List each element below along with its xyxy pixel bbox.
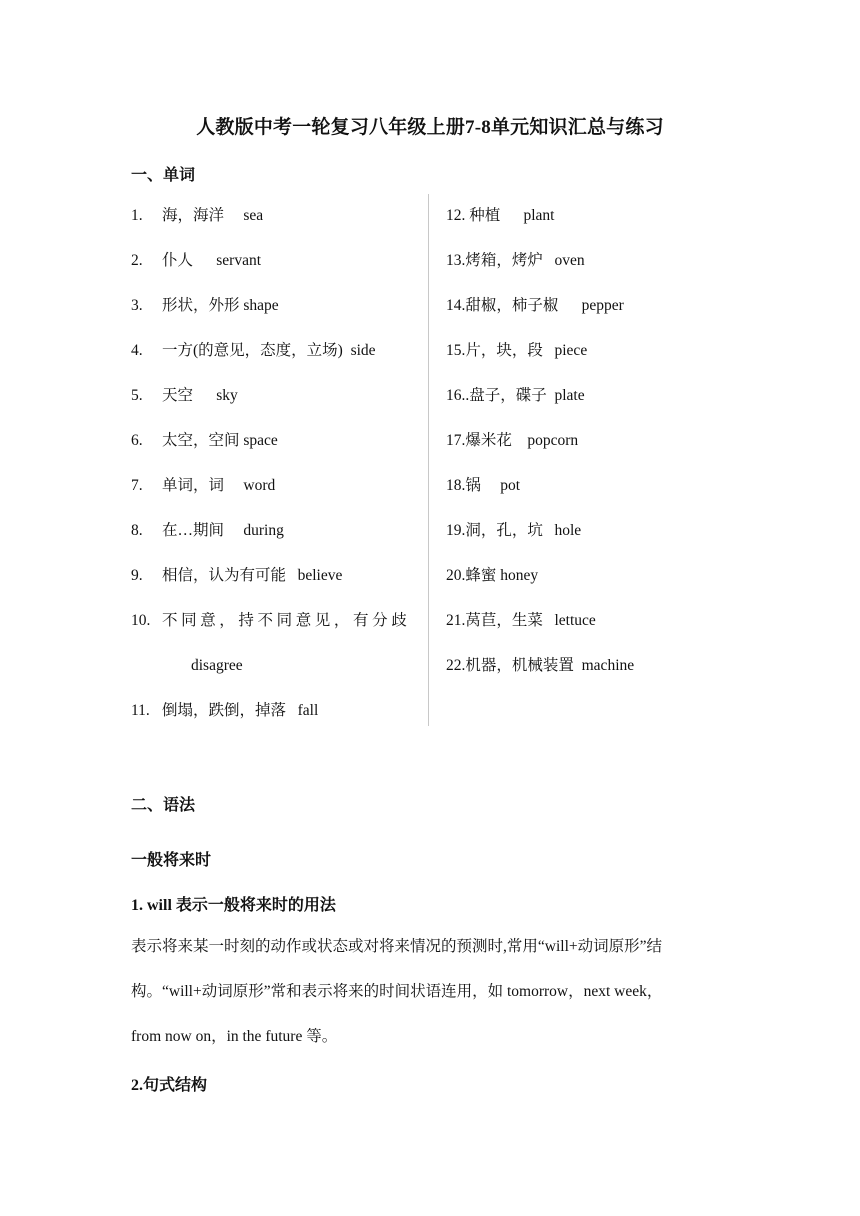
vocab-item [131,476,275,496]
vocab-item: 12. 种植 plant [446,207,555,224]
vocab-item [131,296,279,316]
vocab-item [131,386,238,406]
paragraph-line: 表示将来某一时刻的动作或状态或对将来情况的预测时,常用“will+动词原形”结 [131,938,662,955]
vocab-number: 2. [131,252,143,269]
vocab-item: 13.烤箱，烤炉 oven [446,252,585,269]
vocab-text: 海，海洋 sea [162,207,264,224]
vocab-item [131,566,342,586]
section-heading-vocabulary: 一、单词 [131,167,196,184]
vocab-text: 形状，外形 shape [162,297,279,314]
paragraph-line: 构。“will+动词原形”常和表示将来的时间状语连用，如 tomorrow，next week， [131,983,663,1000]
vocab-text: 单词，词 word [162,477,276,494]
paragraph-line: from now on，in the future 等。 [131,1028,338,1045]
vocab-text: 仆人 servant [162,252,262,269]
vocab-item [131,251,261,271]
vocab-item: 16..盘子，碟子 plate [446,387,585,404]
vocab-text: 不同意，持不同意见，有分歧 [162,612,411,629]
vocab-number: 3. [131,297,143,314]
vocab-item: 19.洞，孔，坑 hole [446,522,582,539]
vocab-item: 21.莴苣，生菜 lettuce [446,612,596,629]
document-title: 人教版中考一轮复习八年级上册7-8单元知识汇总与练习 [196,117,664,138]
vocab-number: 1. [131,207,143,224]
vocab-text: 太空，空间 space [162,432,278,449]
subheading-simple-future: 一般将来时 [131,852,212,869]
vocab-text: 相信，认为有可能 believe [162,567,343,584]
vocab-number: 4. [131,342,143,359]
vocab-number: 10. [131,612,151,629]
vocab-item: 14.甜椒，柿子椒 pepper [446,297,624,314]
vocab-item: 20.蜂蜜 honey [446,567,539,584]
vocab-text: 天空 sky [162,387,238,404]
subheading-sentence-structure: 2.句式结构 [131,1077,208,1094]
vocab-text: 倒塌，跌倒，掉落 fall [162,702,319,719]
vocab-item [131,431,278,451]
vocab-number: 5. [131,387,143,404]
vocab-item: 15.片，块，段 piece [446,342,588,359]
vocab-number: 9. [131,567,143,584]
vocabulary-table [131,194,731,726]
section-heading-grammar: 二、语法 [131,797,196,814]
vocab-number: 7. [131,477,143,494]
vocab-item: 17.爆米花 popcorn [446,432,579,449]
vocab-item: 18.锅 pot [446,477,521,494]
vocab-item [131,701,318,721]
vocab-item: 22.机器，机械装置 machine [446,657,635,674]
subheading-will-usage: 1. will 表示一般将来时的用法 [131,897,336,914]
vocab-text: 一方(的意见，态度，立场) side [162,342,376,359]
vocab-item [131,521,284,541]
vocab-number: 11. [131,702,150,719]
vocab-item-continuation: disagree [191,657,243,674]
vocab-item [131,611,410,631]
vocab-text: 在…期间 during [162,522,284,539]
column-divider [428,194,429,726]
vocab-item [131,341,376,361]
vocab-number: 8. [131,522,143,539]
vocab-item [131,206,263,226]
vocab-number: 6. [131,432,143,449]
